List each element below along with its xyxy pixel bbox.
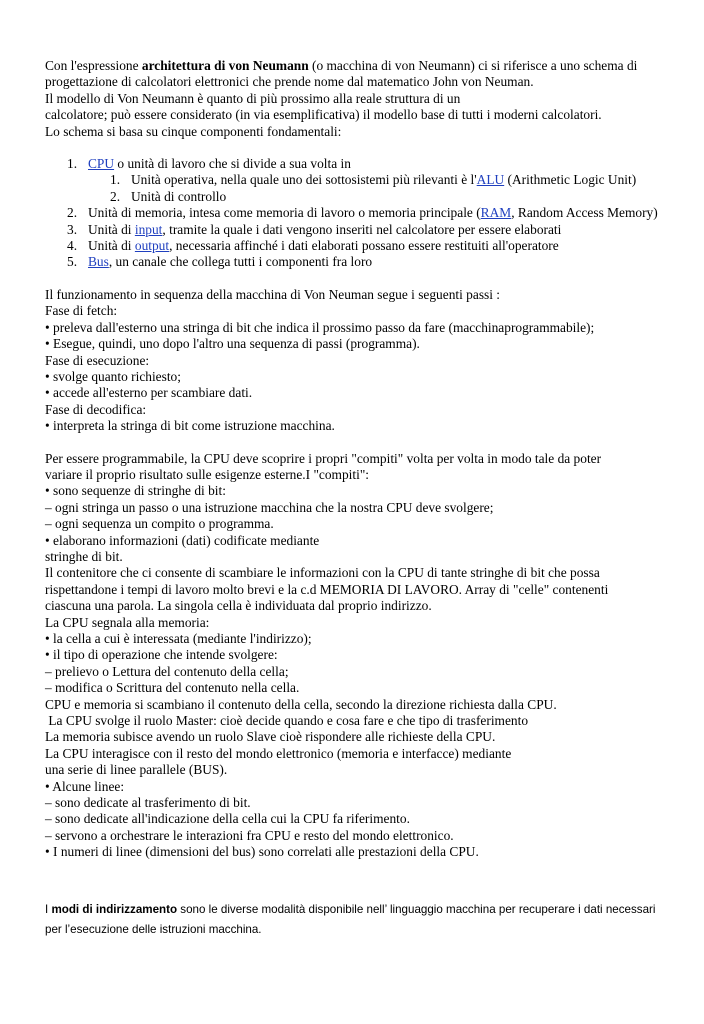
body-line: – prelievo o Lettura del contenuto della cella; (45, 663, 289, 679)
footer-line-1 (45, 900, 685, 920)
list-text: Unità di controllo (131, 188, 227, 204)
body-line: – ogni sequenza un compito o programma. (45, 516, 274, 532)
steps-line: • Esegue, quindi, uno dopo l'altro una sequenza di passi (programma). (45, 336, 420, 352)
steps-line: Fase di fetch: (45, 303, 118, 319)
list-text: , necessaria affinché i dati elaborati possano essere restituiti all'operatore (169, 238, 559, 254)
list-item-output (45, 238, 685, 254)
body-line: • elaborano informazioni (dati) codificate mediante (45, 532, 320, 548)
body-line: stringhe di bit. (45, 548, 123, 564)
list-text: o unità di lavoro che si divide a sua volta in (114, 156, 351, 172)
document-body (45, 58, 685, 861)
footer-text: I (45, 903, 52, 916)
list-item-input (45, 222, 685, 238)
body-line: La CPU svolge il ruolo Master: cioè decide quando e cosa fare e che tipo di trasferimento (45, 713, 529, 729)
footer-text: sono le diverse modalità disponibile nell’ linguaggio macchina per recuperare i dati necessari (177, 903, 656, 916)
list-number: 1. (67, 156, 78, 172)
steps-line: Fase di decodifica: (45, 401, 147, 417)
steps-line: • svolge quanto richiesto; (45, 368, 181, 384)
body-line: La CPU segnala alla memoria: (45, 614, 210, 630)
steps-line: • preleva dall'esterno una stringa di bit che indica il prossimo passo da fare (macchinaprogrammabile); (45, 319, 595, 335)
footer-line-2: per l’esecuzione delle istruzioni macchina. (45, 923, 262, 936)
sub-item-unita-operativa (45, 172, 685, 188)
steps-section (45, 287, 685, 435)
body-line: variare il proprio risultato sulle esigenze esterne.I "compiti": (45, 466, 370, 482)
list-number: 4. (67, 238, 78, 254)
list-text: (Arithmetic Logic Unit) (504, 172, 637, 188)
intro-text: (o macchina di von Neumann) ci si riferisce a uno schema di (308, 58, 638, 73)
list-number: 2. (110, 188, 121, 204)
body-line: Per essere programmabile, la CPU deve scoprire i propri "compiti" volta per volta in modo tale da poter (45, 450, 602, 466)
steps-line: Fase di esecuzione: (45, 352, 150, 368)
components-list (45, 156, 685, 271)
list-item-memoria (45, 205, 685, 221)
steps-line: Il funzionamento in sequenza della macchina di Von Neuman segue i seguenti passi : (45, 286, 501, 302)
link-bus[interactable]: Bus (88, 254, 109, 270)
intro-line-2: progettazione di calcolatori elettronici che prende nome dal matematico John von Neuman. (45, 74, 534, 90)
spacer (45, 435, 685, 451)
body-line: – sono dedicate all'indicazione della cella cui la CPU fa riferimento. (45, 811, 410, 827)
body-line: • il tipo di operazione che intende svolgere: (45, 647, 278, 663)
body-line: La CPU interagisce con il resto del mondo elettronico (memoria e interfacce) mediante (45, 745, 512, 761)
body-line: – modifica o Scrittura del contenuto nella cella. (45, 680, 300, 696)
list-text: , un canale che collega tutti i componenti fra loro (108, 254, 373, 270)
link-cpu[interactable]: CPU (88, 156, 115, 172)
list-number: 3. (67, 221, 78, 237)
list-text: Unità di (88, 221, 135, 237)
body-line: – sono dedicate al trasferimento di bit. (45, 795, 251, 811)
body-line: ciascuna una parola. La singola cella è individuata dal proprio indirizzo. (45, 598, 432, 614)
list-number: 2. (67, 205, 78, 221)
steps-line: • accede all'esterno per scambiare dati. (45, 385, 253, 401)
link-output[interactable]: output (134, 238, 170, 254)
body-section (45, 451, 685, 861)
link-alu[interactable]: ALU (476, 172, 505, 188)
body-line: • I numeri di linee (dimensioni del bus) sono correlati alle prestazioni della CPU. (45, 844, 479, 860)
list-item-bus (45, 254, 685, 270)
body-line: Il contenitore che ci consente di scambiare le informazioni con la CPU di tante stringhe di bit che possa (45, 565, 600, 581)
steps-line: • interpreta la stringa di bit come istruzione macchina. (45, 418, 335, 434)
list-item-cpu (45, 156, 685, 172)
intro-text: Con l'espressione (45, 58, 142, 73)
list-text: , Random Access Memory) (511, 205, 658, 221)
footer-note (45, 900, 685, 940)
list-text: Unità di (88, 238, 135, 254)
term-von-neumann: architettura di von Neumann (141, 58, 309, 73)
list-text: Unità di memoria, intesa come memoria di lavoro o memoria principale ( (88, 205, 481, 221)
sub-item-unita-controllo (45, 189, 685, 205)
body-line: La memoria subisce avendo un ruolo Slave cioè rispondere alle richieste della CPU. (45, 729, 496, 745)
intro-line-4: calcolatore; può essere considerato (in via esemplificativa) il modello base di tutti i moderni calcolatori. (45, 107, 602, 123)
list-number: 1. (110, 172, 121, 188)
body-line: – ogni stringa un passo o una istruzione macchina che la nostra CPU deve svolgere; (45, 499, 494, 515)
body-line: CPU e memoria si scambiano il contenuto della cella, secondo la direzione richiesta dalla CPU. (45, 696, 557, 712)
link-input[interactable]: input (134, 221, 163, 237)
body-line: • sono sequenze di stringhe di bit: (45, 483, 226, 499)
body-line: – servono a orchestrare le interazioni fra CPU e resto del mondo elettronico. (45, 827, 454, 843)
intro-line-3: Il modello di Von Neumann è quanto di più prossimo alla reale struttura di un (45, 90, 461, 106)
intro-line-5: Lo schema si basa su cinque componenti fondamentali: (45, 123, 342, 139)
list-text: Unità operativa, nella quale uno dei sottosistemi più rilevanti è l' (131, 172, 477, 188)
spacer (45, 271, 685, 287)
body-line: rispettandone i tempi di lavoro molto brevi e la c.d MEMORIA DI LAVORO. Array di "celle" contenenti (45, 581, 609, 597)
term-modi-indirizzamento: modi di indirizzamento (51, 903, 178, 916)
spacer (45, 140, 685, 156)
list-number: 5. (67, 254, 78, 270)
list-text: , tramite la quale i dati vengono inseriti nel calcolatore per essere elaborati (162, 221, 562, 237)
body-line: • la cella a cui è interessata (mediante l'indirizzo); (45, 631, 312, 646)
link-ram[interactable]: RAM (480, 205, 512, 221)
body-line: • Alcune linee: (45, 778, 125, 794)
intro-line-1 (45, 58, 685, 74)
body-line: una serie di linee parallele (BUS). (45, 762, 228, 778)
